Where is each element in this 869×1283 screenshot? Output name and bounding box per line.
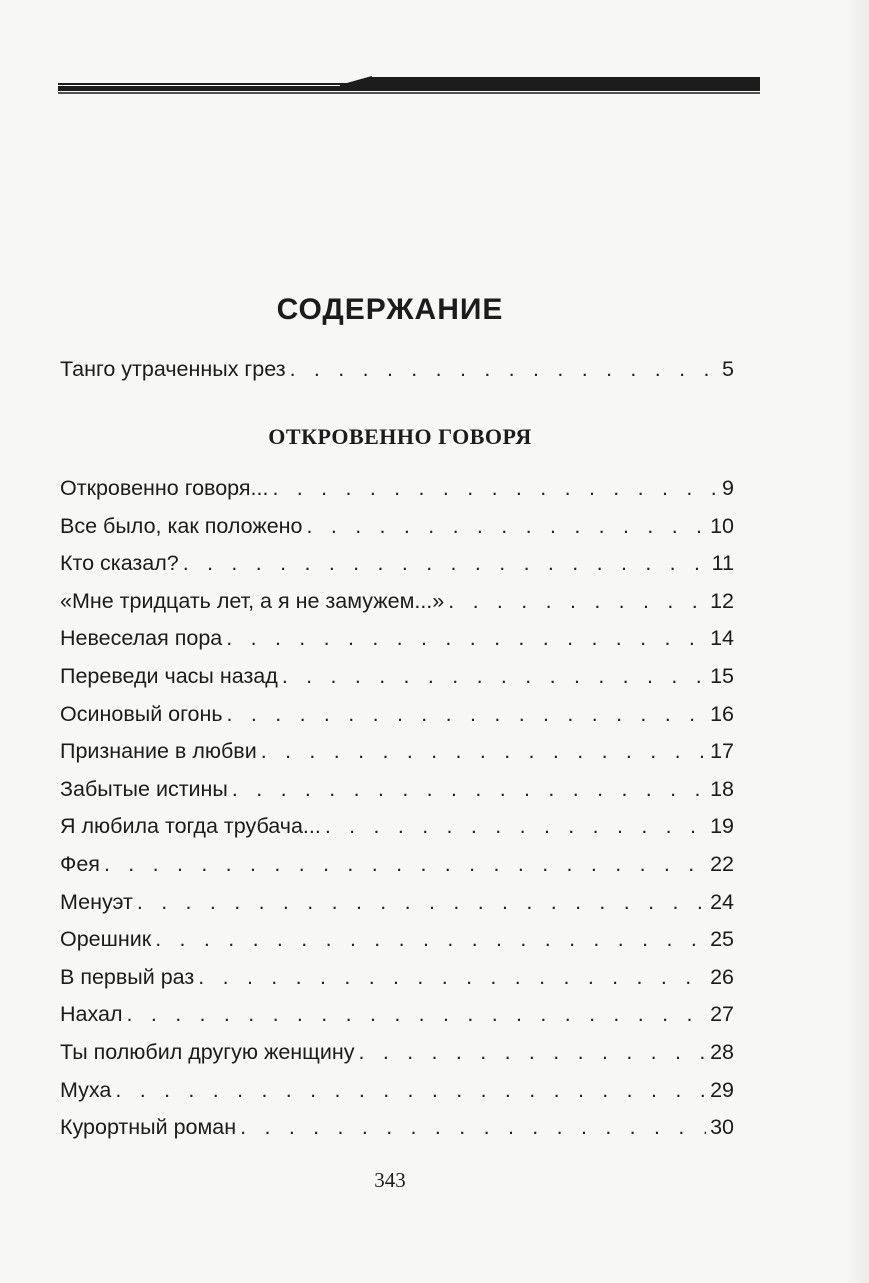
toc-entry[interactable] <box>60 589 734 625</box>
toc-leader-dots <box>232 777 706 802</box>
toc-entry-title: Признание в любви <box>60 739 257 764</box>
toc-entry[interactable] <box>60 814 734 850</box>
toc-entry-page: 12 <box>710 588 734 613</box>
toc-entry-title: Нахал <box>60 1002 123 1027</box>
toc-entry-title: Курортный роман <box>60 1115 237 1140</box>
toc-entry-title: Я любила тогда трубача... <box>60 814 321 839</box>
toc-entry[interactable] <box>60 965 734 1001</box>
toc-entry-page: 14 <box>710 626 734 651</box>
toc-entry-page: 25 <box>710 927 734 952</box>
toc-entry-page: 26 <box>710 964 734 989</box>
toc-entry[interactable] <box>60 1078 734 1114</box>
toc-leader-dots <box>261 739 706 764</box>
toc-entry-page: 17 <box>710 739 734 764</box>
toc-entry-page: 30 <box>710 1115 734 1140</box>
toc-entry-title: Невеселая пора <box>60 626 223 651</box>
toc-entry[interactable] <box>60 664 734 700</box>
toc-leader-dots <box>198 965 706 990</box>
toc-entry-title: Фея <box>60 852 100 876</box>
toc-entry-title: Откровенно говоря... <box>60 476 269 500</box>
toc-leader-dots <box>290 357 718 382</box>
toc-entry-title: Орешник <box>60 927 152 952</box>
toc-entry[interactable] <box>60 1115 734 1151</box>
toc-entry[interactable] <box>60 739 734 775</box>
toc-leader-dots <box>137 890 706 915</box>
toc-entry-page: 10 <box>710 513 734 538</box>
toc-entry-title: Менуэт <box>60 889 133 914</box>
toc-entry-page: 5 <box>722 357 734 381</box>
toc-leader-dots <box>359 1040 707 1065</box>
toc-entry[interactable] <box>60 514 734 550</box>
toc-entry-page: 19 <box>710 814 734 839</box>
toc-entry-page: 16 <box>710 701 734 726</box>
toc-entry-page: 24 <box>710 889 734 914</box>
toc-entry-page: 11 <box>711 551 734 576</box>
toc-leader-dots <box>227 702 707 727</box>
toc-entry-page: 27 <box>710 1002 734 1027</box>
toc-entry-page: 22 <box>710 852 734 876</box>
toc-leader-dots <box>183 551 708 576</box>
toc-entry[interactable] <box>60 927 734 963</box>
toc-leader-dots <box>240 1115 706 1140</box>
toc-entry[interactable] <box>60 1002 734 1038</box>
toc-leader-dots <box>155 927 706 952</box>
toc-leader-dots <box>272 476 718 501</box>
toc-leader-dots <box>325 814 706 839</box>
section-heading: ОТКРОВЕННО ГОВОРЯ <box>268 424 532 449</box>
toc-leader-dots <box>104 852 706 877</box>
toc-leader-dots <box>226 626 706 651</box>
toc-entry-page: 29 <box>710 1077 734 1102</box>
toc-entry-title: Кто сказал? <box>60 551 179 576</box>
toc-entry-page: 9 <box>722 476 734 500</box>
toc-entry-title: «Мне тридцать лет, а я не замужем...» <box>60 588 445 613</box>
toc-entry[interactable] <box>60 626 734 662</box>
toc-entry-page: 28 <box>710 1040 734 1064</box>
toc-entry[interactable] <box>60 551 734 587</box>
toc-entry-title: Муха <box>60 1077 112 1102</box>
toc-entry[interactable] <box>60 890 734 926</box>
toc-entry-title: Ты полюбил другую женщину <box>60 1040 355 1064</box>
contents-heading: СОДЕРЖАНИЕ <box>276 293 504 326</box>
toc-entry[interactable] <box>60 777 734 813</box>
toc-entry-title: Переведи часы назад <box>60 664 278 688</box>
toc-entry-page: 15 <box>710 664 734 688</box>
toc-entry-title: Танго утраченных грез <box>60 357 286 381</box>
toc-entry[interactable] <box>60 1040 734 1076</box>
toc-leader-dots <box>307 514 707 539</box>
toc-entry-title: Осиновый огонь <box>60 701 223 726</box>
toc-entry[interactable] <box>60 702 734 738</box>
page-number: 343 <box>374 1168 406 1192</box>
toc-entry-title: В первый раз <box>60 964 195 989</box>
toc-entry-title: Все было, как положено <box>60 513 303 538</box>
toc-leader-dots <box>282 664 706 689</box>
toc-entry-intro[interactable] <box>60 357 734 393</box>
toc-entry-title: Забытые истины <box>60 776 228 801</box>
page-edge-shadow <box>847 0 869 1283</box>
header-ornament-rule <box>0 0 869 100</box>
toc-entry[interactable] <box>60 852 734 888</box>
toc-entry[interactable] <box>60 476 734 512</box>
toc-leader-dots <box>115 1078 706 1103</box>
toc-leader-dots <box>448 589 706 614</box>
toc-leader-dots <box>127 1002 707 1027</box>
toc-entry-page: 18 <box>710 776 734 801</box>
